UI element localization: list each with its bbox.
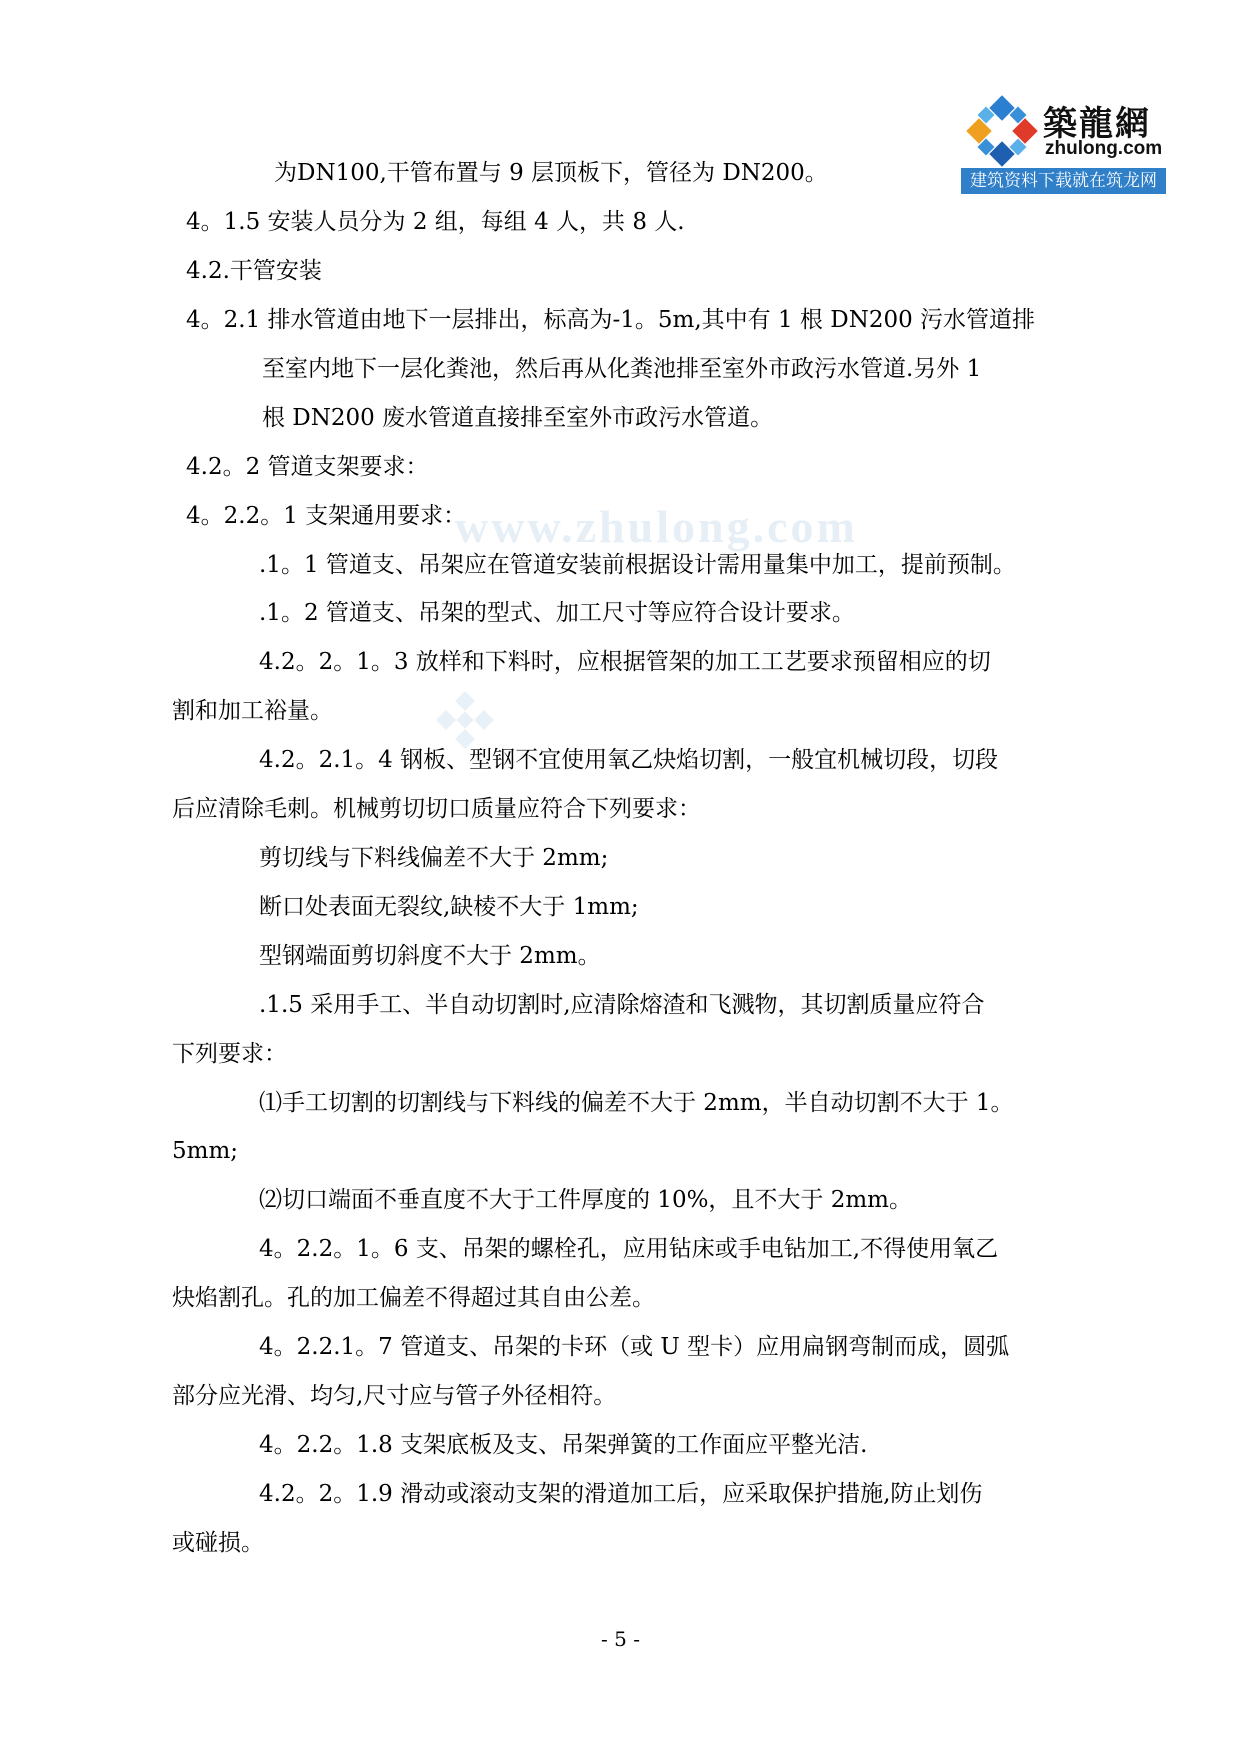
text-line: 5mm; <box>172 1138 239 1164</box>
text-line: 4。2.2.1。7 管道支、吊架的卡环（或 U 型卡）应用扁钢弯制而成，圆弧 <box>259 1334 1010 1360</box>
page-number: - 5 - <box>601 1627 640 1651</box>
text-line: 4。2.2。1 支架通用要求： <box>186 503 467 529</box>
text-line: ⑴手工切割的切割线与下料线的偏差不大于 2mm，半自动切割不大于 1。 <box>259 1090 1014 1116</box>
text-line: 4。2.1 排水管道由地下一层排出，标高为-1。5m,其中有 1 根 DN200 污水管道排 <box>186 307 1036 333</box>
logo-domain: zhulong.com <box>1045 138 1163 159</box>
text-line: 为DN100,干管布置与 9 层顶板下，管径为 DN200。 <box>274 160 828 186</box>
snowflake-logo-icon <box>963 94 1041 168</box>
text-line: 4。2.2。1。6 支、吊架的螺栓孔，应用钻床或手电钻加工,不得使用氧乙 <box>259 1236 999 1262</box>
text-line: 4.2。2。1。3 放样和下料时，应根据管架的加工工艺要求预留相应的切 <box>259 649 991 675</box>
text-line: 炔焰割孔。孔的加工偏差不得超过其自由公差。 <box>172 1285 655 1311</box>
section-heading: 4.2.干管安装 <box>186 258 322 284</box>
text-line: .1。1 管道支、吊架应在管道安装前根据设计需用量集中加工，提前预制。 <box>259 552 1016 578</box>
text-line: 割和加工裕量。 <box>172 698 333 724</box>
text-line: 4.2。2 管道支架要求： <box>186 454 429 480</box>
text-line: 型钢端面剪切斜度不大于 2mm。 <box>259 943 601 969</box>
text-line: 或碰损。 <box>172 1530 264 1556</box>
text-line: 剪切线与下料线偏差不大于 2mm; <box>259 845 609 871</box>
logo-top <box>961 92 1166 168</box>
watermark-text: www.zhulong.com <box>455 501 858 552</box>
logo-name-cn: 築龍網 <box>1043 104 1151 144</box>
text-line: ⑵切口端面不垂直度不大于工件厚度的 10%，且不大于 2mm。 <box>259 1187 912 1213</box>
text-line: 后应清除毛刺。机械剪切切口质量应符合下列要求： <box>172 796 701 822</box>
text-line: 至室内地下一层化粪池，然后再从化粪池排至室外市政污水管道.另外 1 <box>262 356 982 382</box>
logo-slogan: 建筑资料下载就在筑龙网 <box>961 168 1166 194</box>
text-line: 4.2。2.1。4 钢板、型钢不宜使用氧乙炔焰切割，一般宜机械切段，切段 <box>259 747 999 773</box>
watermark-snowflake-icon <box>420 690 510 750</box>
text-line: 根 DN200 废水管道直接排至室外市政污水管道。 <box>262 405 774 431</box>
text-line: 4。1.5 安装人员分为 2 组，每组 4 人，共 8 人. <box>186 209 685 235</box>
text-line: 部分应光滑、均匀,尺寸应与管子外径相符。 <box>172 1383 617 1409</box>
text-line: .1.5 采用手工、半自动切割时,应清除熔渣和飞溅物，其切割质量应符合 <box>259 992 985 1018</box>
text-line: .1。2 管道支、吊架的型式、加工尺寸等应符合设计要求。 <box>259 600 855 626</box>
zhulong-logo <box>961 92 1166 194</box>
text-line: 4。2.2。1.8 支架底板及支、吊架弹簧的工作面应平整光洁. <box>259 1432 868 1458</box>
text-line: 4.2。2。1.9 滑动或滚动支架的滑道加工后，应采取保护措施,防止划伤 <box>259 1481 983 1507</box>
text-line: 断口处表面无裂纹,缺棱不大于 1mm; <box>259 894 639 920</box>
text-line: 下列要求： <box>172 1041 287 1067</box>
